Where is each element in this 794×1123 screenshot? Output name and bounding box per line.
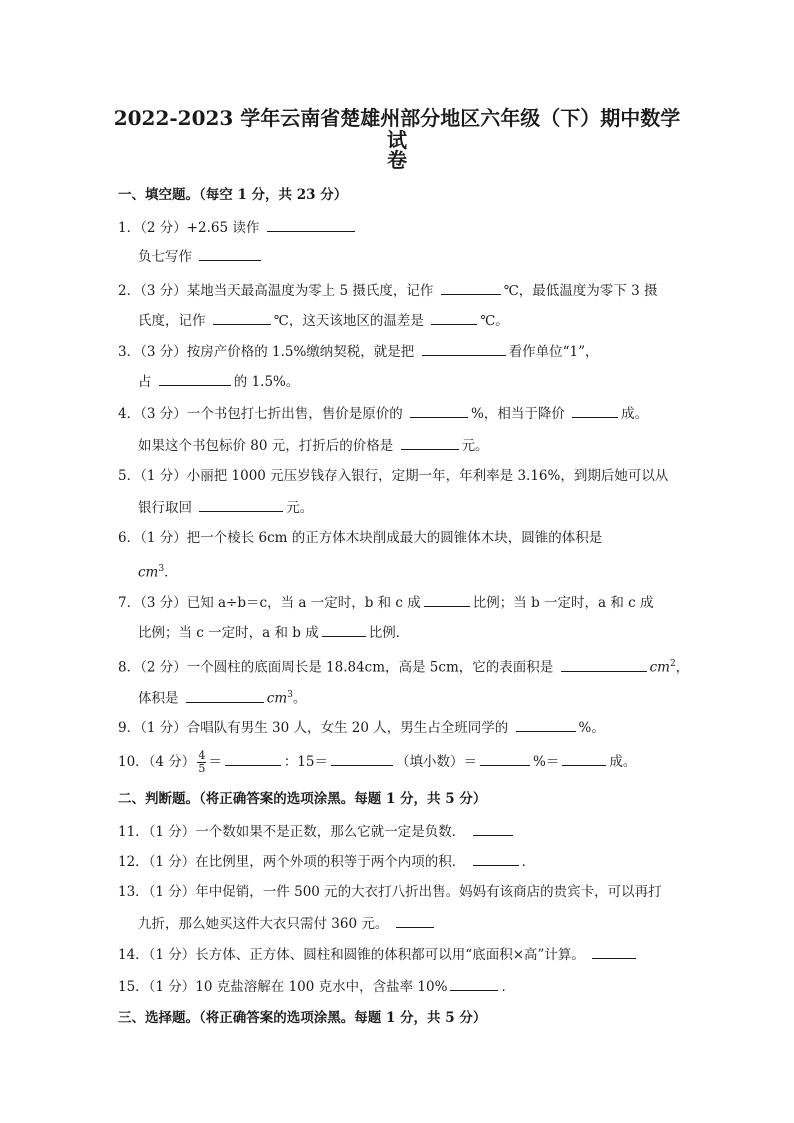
question-6-text: ． [164, 564, 178, 581]
question-15-text: ． [501, 979, 515, 995]
answer-blank[interactable] [401, 436, 459, 450]
question-4-text: 4．（3 分）一个书包打七折出售，售价是原价的 [118, 406, 403, 422]
question-2-text: ℃，这天该地区的温差是 [273, 313, 424, 329]
fraction-numerator: 4 [198, 749, 206, 762]
answer-blank[interactable] [473, 852, 519, 866]
question-7-text: 比例；当 b 一定时，a 和 c 成 [472, 595, 654, 611]
fraction-four-fifths [197, 750, 206, 775]
question-8-text: 体积是 [138, 690, 179, 707]
question-4-text: 元。 [461, 438, 489, 454]
section-fill-blank-heading: 一、填空题。（每空 1 分，共 23 分） [118, 187, 348, 203]
answer-blank[interactable] [331, 752, 393, 766]
question-5-line2 [138, 498, 676, 517]
unit-exponent: 2 [669, 659, 676, 669]
answer-blank[interactable] [592, 945, 636, 959]
answer-blank[interactable] [322, 623, 366, 637]
question-5: 5．（1 分）小丽把 1000 元压岁钱存入银行，定期一年，年利率是 3.16%，到期后她可以从 [118, 468, 669, 484]
question-3-text: 看作单位“1”， [508, 344, 599, 360]
question-2-line2 [138, 311, 676, 330]
unit-cm: cm [138, 564, 159, 581]
question-9 [118, 718, 676, 737]
question-8-text: 。 [292, 690, 307, 707]
question-13: 13．（1 分）年中促销，一件 500 元的大衣打八折出售。妈妈有该商店的贵宾卡，可以再打 [118, 884, 662, 900]
section-true-false-heading: 二、判断题。（将正确答案的选项涂黑。每题 1 分，共 5 分） [118, 791, 487, 807]
answer-blank[interactable] [396, 914, 434, 928]
question-2-text: 2．（3 分）某地当天最高温度为零上 5 摄氏度，记作 [118, 283, 434, 299]
question-10-text: %＝ [533, 754, 560, 770]
question-7 [118, 593, 676, 612]
question-5-text: 元。 [286, 500, 314, 516]
question-2-text: ℃，最低温度为零下 3 摄 [503, 283, 658, 299]
question-7-line2 [138, 623, 676, 642]
answer-blank[interactable] [422, 342, 506, 356]
answer-blank[interactable] [267, 218, 355, 232]
answer-blank[interactable] [473, 822, 513, 836]
question-8 [118, 655, 690, 677]
question-5-text: 银行取回 [138, 500, 192, 516]
question-13-line2 [138, 914, 676, 933]
question-10-text: ＝ [208, 754, 222, 770]
question-11-text: 11．（1 分）一个数如果不是正数，那么它就一定是负数． [118, 824, 466, 840]
question-8-text: ， [675, 659, 690, 676]
unit-exponent: 3 [287, 690, 293, 700]
question-7-text: 比例． [368, 625, 410, 641]
answer-blank[interactable] [572, 404, 618, 418]
question-7-text: 比例；当 c 一定时，a 和 b 成 [138, 625, 319, 641]
question-7-text: 7．（3 分）已知 a÷b＝c，当 a 一定时，b 和 c 成 [118, 595, 421, 611]
answer-blank[interactable] [199, 498, 283, 512]
question-8-text: 8．（2 分）一个圆柱的底面周长是 18.84cm，高是 5cm，它的表面积是 [118, 659, 554, 676]
question-3-text: 的 1.5%。 [233, 374, 300, 390]
question-1 [118, 218, 676, 237]
question-2 [118, 281, 676, 300]
fraction-denominator: 5 [198, 762, 206, 775]
question-3-text: 占 [138, 374, 152, 390]
question-12 [118, 852, 676, 871]
question-3-line2 [138, 372, 676, 391]
answer-blank[interactable] [562, 752, 606, 766]
answer-blank[interactable] [213, 311, 271, 325]
question-3-text: 3．（3 分）按房产价格的 1.5%缴纳契税，就是把 [118, 344, 415, 360]
section-multiple-choice-heading: 三、选择题。（将正确答案的选项涂黑。每题 1 分，共 5 分） [118, 1010, 487, 1026]
exam-title-line2: 卷 [387, 148, 407, 172]
question-4-text: %，相当于降价 [471, 406, 565, 422]
answer-blank[interactable] [441, 281, 501, 295]
answer-blank[interactable] [561, 658, 647, 672]
question-3 [118, 342, 676, 361]
question-1-text: 1．（2 分）+2.65 读作 [118, 220, 260, 236]
answer-blank[interactable] [199, 247, 261, 261]
question-4 [118, 404, 676, 423]
question-10-text: ：15＝ [283, 754, 328, 770]
answer-blank[interactable] [450, 977, 498, 991]
unit-exponent: 3 [158, 564, 165, 574]
question-11 [118, 822, 676, 841]
question-15-text: 15．（1 分）10 克盐溶解在 100 克水中，含盐率 10% [118, 979, 448, 995]
question-10-text: （填小数）＝ [396, 754, 477, 770]
unit-cm: cm [649, 659, 670, 676]
question-9-text: 9．（1 分）合唱队有男生 30 人，女生 20 人，男生占全班同学的 [118, 720, 509, 736]
question-12-text: ． [521, 854, 536, 870]
question-10-text: 10．（4 分） [118, 754, 196, 770]
exam-title-line1: 2022-2023 学年云南省楚雄州部分地区六年级（下）期中数学试 [113, 106, 681, 152]
answer-blank[interactable] [431, 311, 477, 325]
question-1-text2: 负七写作 [138, 249, 192, 265]
question-9-text: %。 [578, 720, 605, 736]
answer-blank[interactable] [424, 593, 470, 607]
question-10 [118, 750, 676, 775]
question-10-text: 成。 [609, 754, 637, 770]
question-6-line2 [138, 560, 676, 582]
question-12-text: 12．（1 分）在比例里，两个外项的积等于两个内项的积． [118, 854, 466, 870]
answer-blank[interactable] [410, 404, 468, 418]
answer-blank[interactable] [159, 372, 231, 386]
question-1-line2 [138, 247, 676, 266]
question-6: 6．（1 分）把一个棱长 6cm 的正方体木块削成最大的圆锥体木块，圆锥的体积是 [118, 530, 603, 546]
unit-cm: cm [266, 690, 288, 707]
question-14-text: 14．（1 分）长方体、正方体、圆柱和圆锥的体积都可以用“底面积×高”计算。 [118, 947, 585, 963]
answer-blank[interactable] [480, 752, 530, 766]
question-4-text: 如果这个书包标价 80 元，打折后的价格是 [138, 438, 394, 454]
question-15 [118, 977, 676, 996]
question-4-line2 [138, 436, 676, 455]
answer-blank[interactable] [225, 752, 281, 766]
question-4-text: 成。 [621, 406, 649, 422]
question-2-text: ℃。 [480, 313, 509, 329]
answer-blank[interactable] [516, 718, 576, 732]
question-13-text: 九折，那么她买这件大衣只需付 360 元。 [138, 916, 389, 932]
answer-blank[interactable] [186, 689, 264, 703]
question-8-line2 [138, 686, 676, 708]
question-14 [118, 945, 676, 964]
question-2-text: 氏度，记作 [138, 313, 206, 329]
